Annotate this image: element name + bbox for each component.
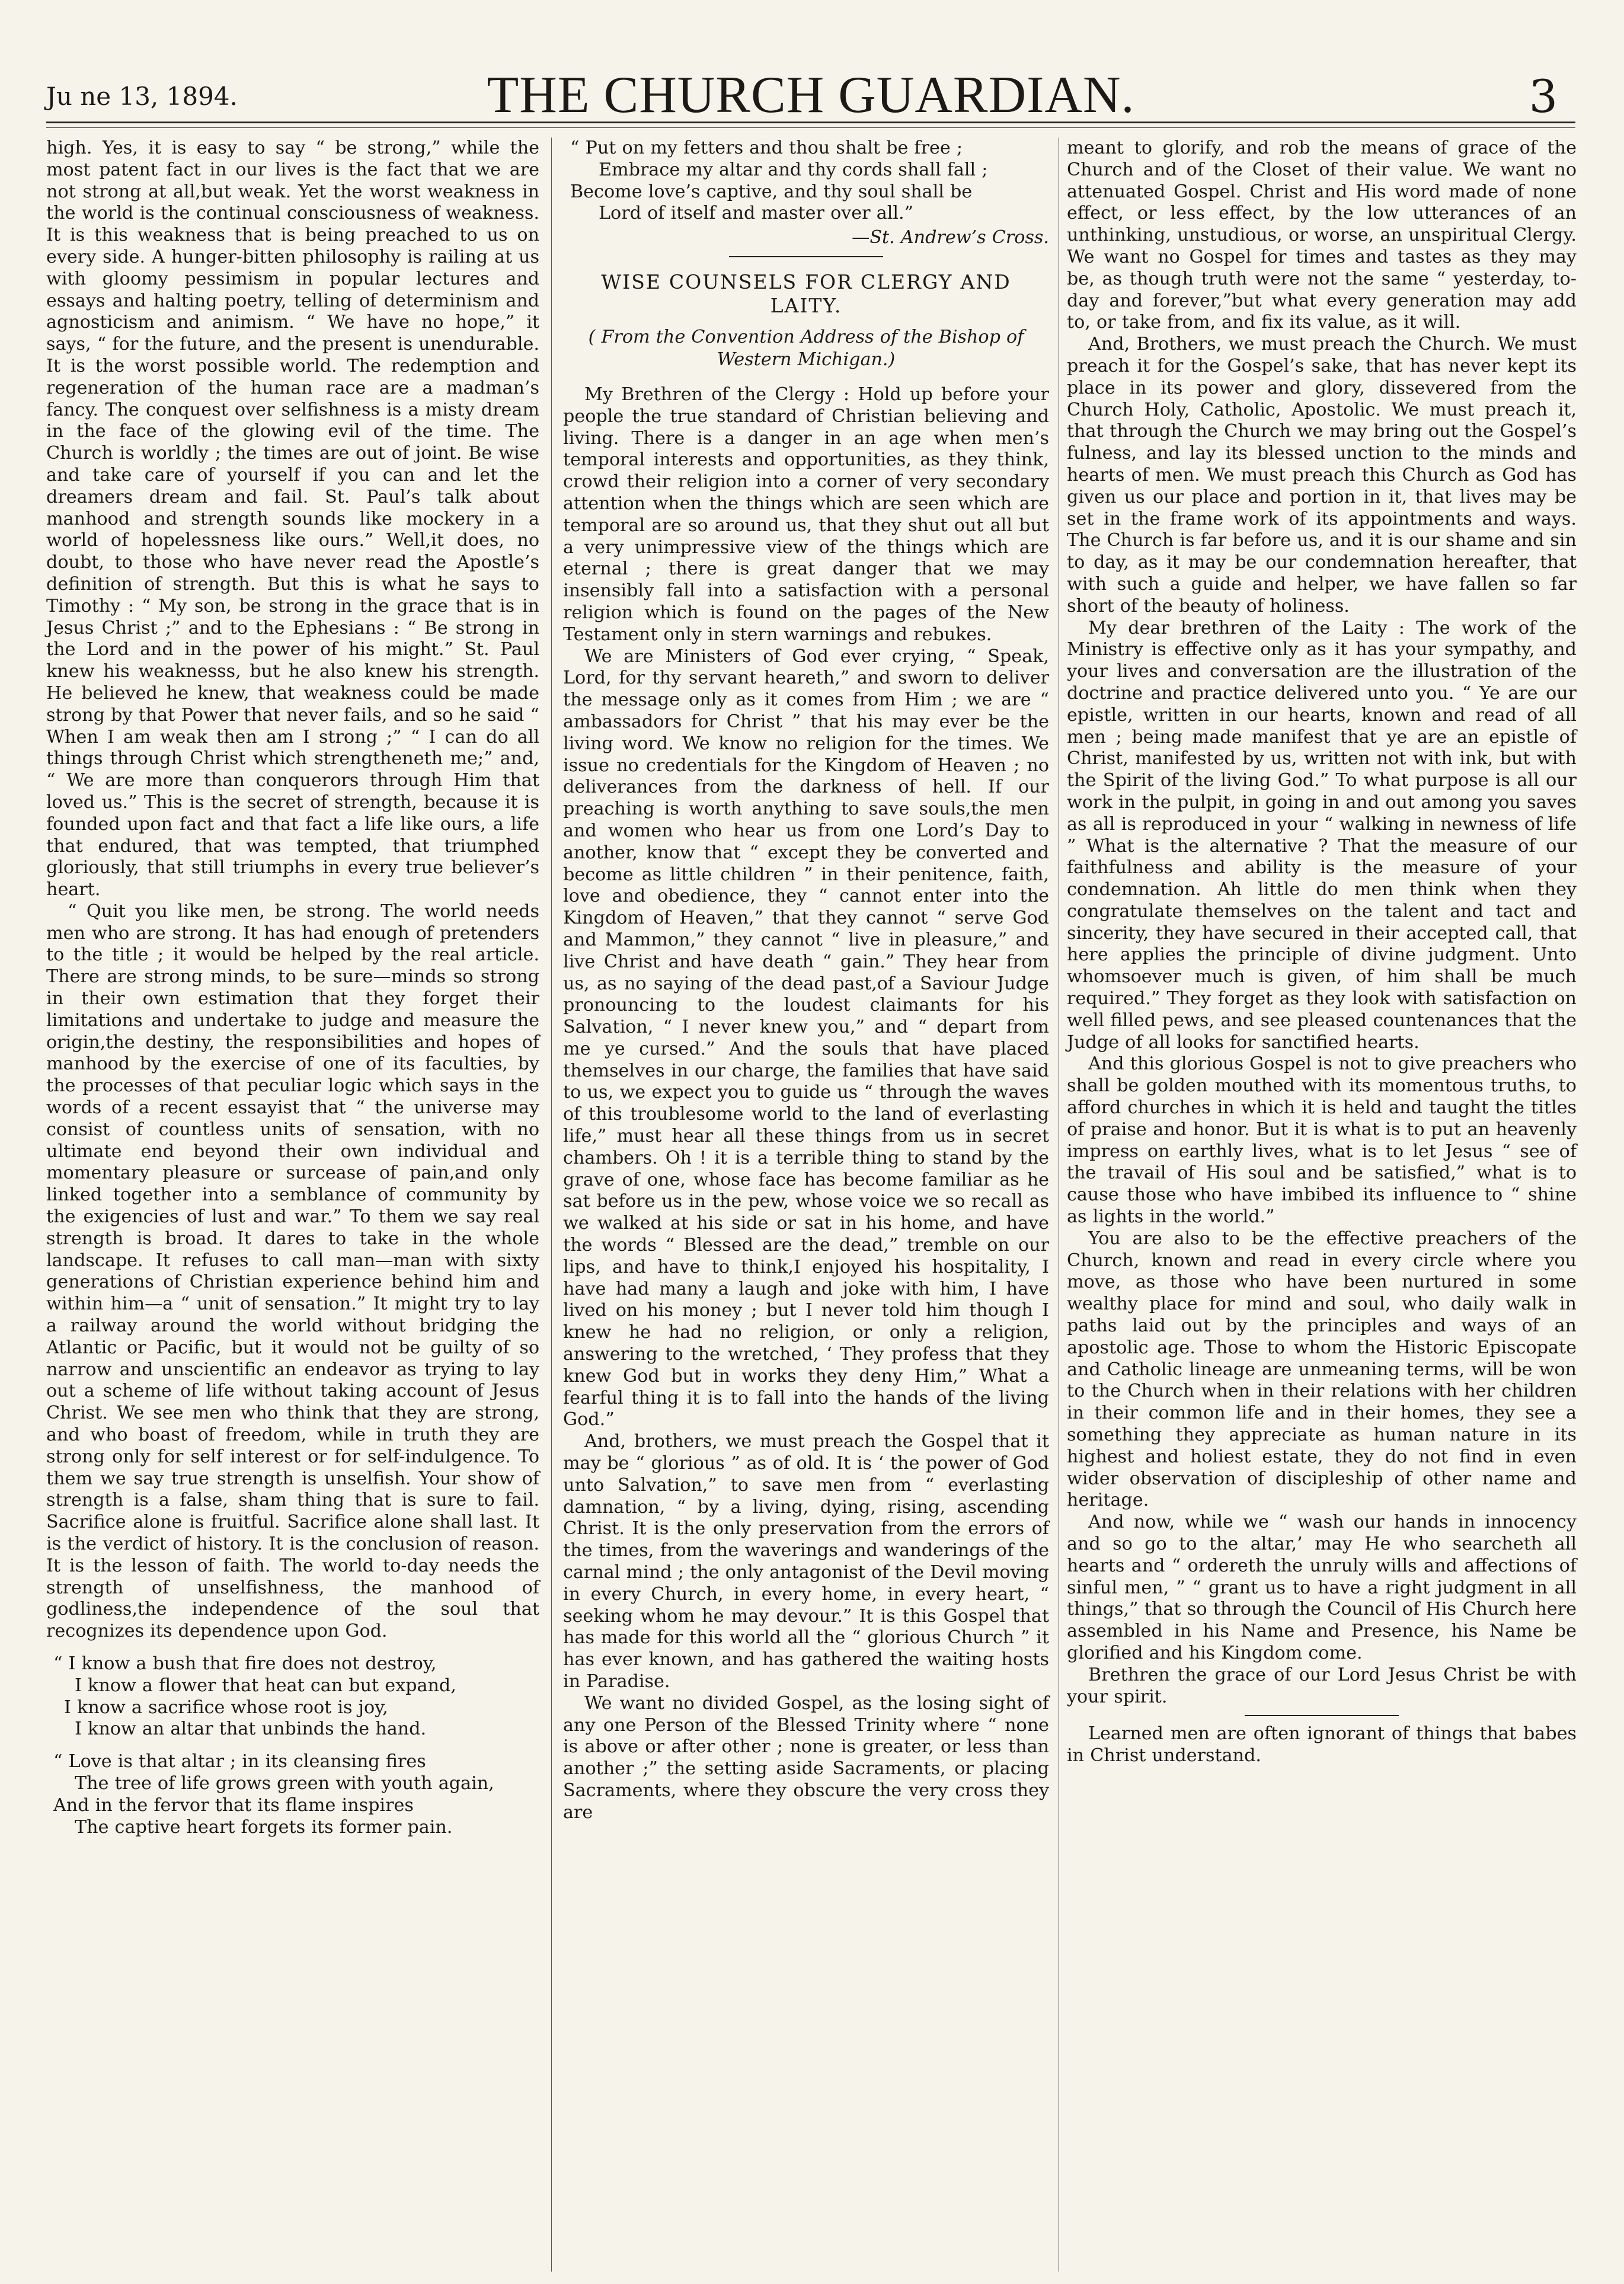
poem-line: The tree of life grows green with youth again, (75, 1772, 494, 1794)
column-3 (1067, 138, 1577, 1767)
closing-note: Learned men are often ignorant of things that babes in Christ understand. (1067, 1723, 1577, 1766)
page-number: 3 (1529, 70, 1558, 123)
section-rule (1245, 1715, 1399, 1716)
poem-source: —St. Andrew’s Cross. (852, 227, 1049, 248)
poem-line: “ Love is that altar ; in its cleansing fires (53, 1751, 426, 1772)
poem-line: Embrace my altar and thy cords shall fall ; (599, 159, 988, 180)
header-rule-thick (46, 122, 1575, 123)
paragraph: And this glorious Gospel is not to give preachers who shall be golden mouthed with its momentous truths, to afford churches in which it is held and taught the titles of praise and honor. But it is what is to put an heavenly impress on earthly lives, what is to let Jesus “ see of the travail of His soul and be satisfied,” what is to cause those who have imbibed its influence to “ shine as lights in the world.” (1067, 1053, 1577, 1228)
poem-line: The captive heart forgets its former pain. (75, 1816, 453, 1838)
poem-line: I know a sacrifice whose root is joy, (64, 1697, 388, 1718)
column-1 (46, 138, 539, 1838)
article-heading: WISE COUNSELS FOR CLERGY AND LAITY. (601, 270, 1011, 317)
header-rule-thin (46, 127, 1575, 128)
paragraph: My dear brethren of the Laity : The work of the Ministry is effective only as it has your sympathy, and your lives and conversation are the illustration of the doctrine and practice delivered unto you. “ Ye are our epistle, written in our hearts, known and read of all men ; being made manifest that ye are an epistle of Christ, manifested by us, written not with ink, but with the Spirit of the living God.” To what purpose is all our work in the pulpit, in going in and out among you saves as all is reproduced in your “ walking in newness of life ” What is the alternative ? That the measure of our faithfulness and ability is the measure of your condemnation. Ah little do men think when they congratulate themselves on the talent and tact and sincerity, they have secured in their accepted call, that here applies the principle of divine judgment. Unto whomsoever much is given, of him shall be much required.” They forget as they look with satisfaction on well filled pews, and see pleased countenances that the Judge of all looks for sanctified hearts. (1067, 617, 1577, 1053)
page-header (46, 59, 1575, 130)
paragraph: “ Quit you like men, be strong. The world needs men who are strong. It has had enough of pretenders to the title ; it would be helped by the real article. There are strong minds, to be sure—minds so strong in their own estimation that they forget their limitations and undertake to judge and measure the origin,the destiny, the responsibilities and hopes of manhood by the exercise of one of its faculties, by the processes of that peculiar logic which says in the words of a recent essayist that “ the universe may consist of countless units of sensation, with no ultimate end beyond their own individual and momentary pleasure or surcease of pain,and only linked together into a semblance of community by the exigencies of lust and war.” To them we say real strength is broad. It dares to take in the whole landscape. It refuses to call man—man with sixty generations of Christian experience behind him and within him—a “ unit of sensation.” It might try to lay a railway around the world without bridging the Atlantic or Pacific, but it would not be guilty of so narrow and unscientific an endeavor as trying to lay out a scheme of life without taking account of Jesus Christ. We see men who think that they are strong, and who boast of freedom, while in truth they are strong only for self interest or for self-indulgence. To them we say true strength is unselfish. Your show of strength is a false, sham thing that is sure to fail. Sacrifice alone is fruitful. Sacrifice alone shall last. It is the verdict of history. It is the conclusion of reason. It is the lesson of faith. The world to-day needs the strength of unselfishness, the manhood of godliness,the independence of the soul that recognizes its dependence upon God. (46, 900, 539, 1642)
poem-line: I know a flower that heat can but expand, (75, 1675, 456, 1696)
poem-line: Become love’s captive, and thy soul shall be (570, 181, 973, 202)
issue-date: Ju ne 13, 1894. (46, 82, 238, 111)
paragraph: meant to glorify, and rob the means of grace of the Church and of the Closet of their value. We want no attenuated Gospel. Christ and His word made of none effect, or less effect, by the low utterances of an unthinking, unstudious, or worse, an unspiritual Clergy. We want no Gospel for times and tastes as they may be, as though truth were not the same “ yesterday, to-day and forever,”but what every generation may add to, or take from, and fix its value, as it will. (1067, 138, 1577, 333)
poem-stanza (46, 1751, 539, 1838)
poem-line: I know an altar that unbinds the hand. (75, 1718, 427, 1740)
paragraph: And, Brothers, we must preach the Church. We must preach it for the Gospel’s sake, that has never kept its place in its power and glory, dissevered from the Church Holy, Catholic, Apostolic. We must preach it, that through the Church we may bring out the Gospel’s fulness, and lay its blessed unction to the minds and hearts of men. We must preach this Church as God has given us our place and portion in it, that lives may be set in the frame work of its appointments and ways. The Church is far before us, and it is our shame and sin to day, as it may be our condemnation hereafter, that with such a guide and helper, we have fallen so far short of the beauty of holiness. (1067, 334, 1577, 616)
paragraph: And now, while we “ wash our hands in innocency and so go to the altar,’ may He who searcheth all hearts and “ ordereth the unruly wills and affections of sinful men, ” “ grant us to have a right judgment in all things,” that so through the Council of His Church here assembled in his Name and Presence, his Name be glorified and his Kingdom come. (1067, 1512, 1577, 1663)
poem-line: And in the fervor that its flame inspires (53, 1794, 414, 1816)
column-divider (551, 138, 552, 2272)
paragraph: We want no divided Gospel, as the losing sight of any one Person of the Blessed Trinity where “ none is above or after other ; none is greater, or less than another ;” the setting aside Sacraments, or placing Sacraments, where they obscure the very cross they are (563, 1692, 1049, 1823)
section-rule (729, 256, 883, 257)
article-subheading: ( From the Convention Address of the Bishop of Western Michigan.) (588, 326, 1024, 370)
paragraph: And, brothers, we must preach the Gospel that it may be “ glorious ” as of old. It is ‘ the power of God unto Salvation,” to save men from “ everlasting damnation, “ by a living, dying, rising, ascending Christ. It is the only preservation from the errors of the times, from the waverings and wanderings of the carnal mind ; the only antagonist of the Devil moving in every Church, in every home, in every heart, “ seeking whom he may devour.” It is this Gospel that has made for this world all the “ glorious Church ” it has ever known, and has gathered the waiting hosts in Paradise. (563, 1431, 1049, 1692)
paragraph: My Brethren of the Clergy : Hold up before your people the true standard of Christian believing and living. There is a danger in an age when men’s temporal interests and opportunities, as they think, crowd their religion into a corner of very secondary attention when the things which are seen which are temporal are so around us, that they shut out all but a very unimpressive view of the things which are eternal ; there is great danger that we may insensibly fall into a satisfaction with a personal religion which is found on the pages of the New Testament only in stern warnings and rebukes. (563, 384, 1049, 645)
paragraph: Brethren the grace of our Lord Jesus Christ be with your spirit. (1067, 1664, 1577, 1707)
paragraph: You are also to be the effective preachers of the Church, known and read in every circle where you move, as those who have been nurtured in some wealthy place for mind and soul, who daily walk in paths laid out by the principles and ways of an apostolic age. Those to whom the Historic Episcopate and Catholic lineage are unmeaning terms, will be won to the Church when in their relations with her children in their common life and in their homes, they see a something they appreciate as human nature in its highest and holiest estate, they do not find in even wider observation of discipleship of other name and heritage. (1067, 1228, 1577, 1511)
poem-stanza (46, 1653, 539, 1740)
poem-line: “ Put on my fetters and thou shalt be free ; (570, 138, 963, 158)
poem-line: Lord of itself and master over all.” (599, 203, 914, 224)
poem-line: “ I know a bush that fire does not destroy, (53, 1653, 437, 1674)
paragraph: We are Ministers of God ever crying, “ Speak, Lord, for thy servant heareth,” and sworn to deliver the message only as it comes from Him ; we are “ ambassadors for Christ ” that his may ever be the living word. We know no religion for the times. We issue no credentials for the Kingdom of Heaven ; no deliverances from the darkness of hell. If our preaching is worth anything to save souls,the men and women who hear us from one Lord’s Day to another, know that “ except they be converted and become as little children ” in their penitence, faith, love and obedience, they “ cannot enter into the Kingdom of Heaven,” that they cannot “ serve God and Mammon,” they cannot “ live in pleasure,” and live Christ and have death “ gain.” They hear from us, as no saying of the dead past,of a Saviour Judge pronouncing to the loudest claimants for his Salvation, “ I never knew you,” and “ depart from me ye cursed.” And the souls that have placed themselves in our charge, the families that have said to us, we expect you to guide us “ through the waves of this troublesome world to the land of everlasting life,” must hear all these things from us in secret chambers. Oh ! it is a terrible thing to stand by the grave of one, whose face has become familiar as he sat before us in the pew, whose voice we so recall as we walked at his side or sat in his home, and have the words “ Blessed are the dead,” tremble on our lips, and have to think,I enjoyed his hospitality, I have had many a laugh and joke with him, I have lived on his money ; but I never told him though I knew he had no religion, or only a religion, answering to the wretched, ‘ They profess that they knew God but in works they deny Him,” What a fearful thing it is to fall into the hands of the living God.” (563, 646, 1049, 1430)
poem-stanza (563, 138, 1049, 225)
column-2 (563, 138, 1049, 1824)
paragraph: high. Yes, it is easy to say “ be strong,” while the most patent fact in our lives is the fact that we are not strong at all,but weak. Yet the worst weakness in the world is the continual consciousness of weakness. It is this weakness that is being preached to us on every side. A hunger-bitten philosophy is railing at us with gloomy pessimism in popular lectures and essays and halting poetry, telling of determinism and agnosticism and animism. “ We have no hope,” it says, “ for the future, and the present is unendurable. It is the worst possible world. The redemption and regeneration of the human race are a madman’s fancy. The conquest over selfishness is a misty dream in the face of the glowing evil of the time. The Church is worldly ; the times are out of joint. Be wise and take care of yourself if you can and let the dreamers dream and fail. St. Paul’s talk about manhood and strength sounds like mockery in a world of hopelessness like ours.” Well,it does, no doubt, to those who have never read the Apostle’s definition of strength. But this is what he says to Timothy : “ My son, be strong in the grace that is in Jesus Christ ;” and to the Ephesians : “ Be strong in the Lord and in the power of his might.” St. Paul knew his weaknesss, but he also knew his strength. He believed he knew, that weakness could be made strong by that Power that never fails, and so he said “ When I am weak then am I strong ;” “ I can do all things through Christ which strengtheneth me;” and, “ We are more than conquerors through Him that loved us.” This is the secret of strength, because it is founded upon fact and that fact a life like ours, a life that endured, that was tempted, that triumphed gloriously, that still triumphs in every true believer’s heart. (46, 138, 539, 900)
newspaper-title: THE CHURCH GUARDIAN. (487, 66, 1135, 124)
